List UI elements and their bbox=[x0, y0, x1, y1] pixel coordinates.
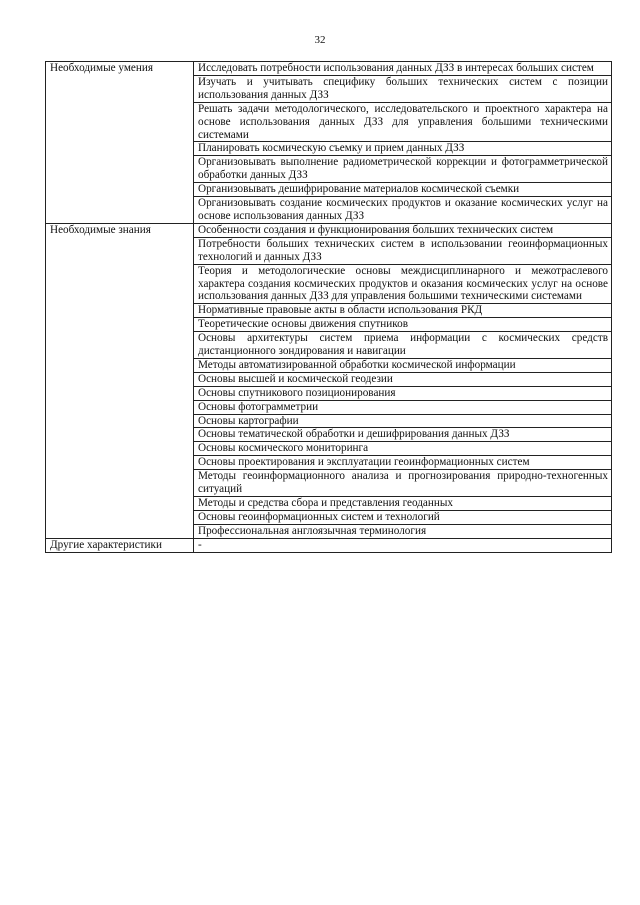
item-cell bbox=[194, 156, 612, 183]
item-text: Потребности больших технических систем в использовании геоинформационных технологий и данных ДЗЗ bbox=[198, 237, 608, 263]
item-cell bbox=[194, 456, 612, 470]
item-text: Организовывать дешифрирование материалов космической съемки bbox=[198, 183, 520, 196]
item-cell bbox=[194, 414, 612, 428]
item-text: Теоретические основы движения спутников bbox=[198, 318, 409, 331]
item-cell bbox=[194, 237, 612, 264]
item-cell bbox=[194, 183, 612, 197]
item-cell bbox=[194, 264, 612, 304]
item-text: Основы фотограмметрии bbox=[198, 400, 319, 413]
item-cell bbox=[194, 400, 612, 414]
table-row bbox=[46, 62, 612, 76]
table-row bbox=[46, 223, 612, 237]
item-cell bbox=[194, 386, 612, 400]
item-text: Исследовать потребности использования данных ДЗЗ в интересах больших систем bbox=[198, 62, 594, 74]
item-cell bbox=[194, 538, 612, 552]
item-text: Основы высшей и космической геодезии bbox=[198, 372, 393, 385]
item-text: Основы спутникового позиционирования bbox=[198, 386, 396, 399]
item-cell bbox=[194, 428, 612, 442]
item-text: Изучать и учитывать специфику больших технических систем с позиции использования данных ДЗЗ bbox=[198, 75, 608, 101]
table-body bbox=[46, 62, 612, 553]
item-text: Основы геоинформационных систем и технологий bbox=[198, 510, 440, 523]
item-text: Теория и методологические основы междисциплинарного и межотраслевого характера создания космических продуктов и оказания космических услуг на основе использования данных ДЗЗ для управления большими техническими системами bbox=[198, 264, 608, 303]
item-cell bbox=[194, 372, 612, 386]
item-text: Основы космического мониторинга bbox=[198, 442, 369, 455]
item-text: Основы проектирования и эксплуатации геоинформационных систем bbox=[198, 456, 530, 469]
item-cell bbox=[194, 510, 612, 524]
item-text: Организовывать выполнение радиометрической коррекции и фотограмметрической обработки данных ДЗЗ bbox=[198, 156, 608, 182]
item-text: Основы тематической обработки и дешифрирования данных ДЗЗ bbox=[198, 428, 510, 441]
item-cell bbox=[194, 358, 612, 372]
item-text: Профессиональная англоязычная терминология bbox=[198, 524, 427, 537]
characteristics-table bbox=[45, 61, 612, 553]
item-text: Особенности создания и функционирования больших технических систем bbox=[198, 223, 554, 236]
section-label: Другие характеристики bbox=[46, 538, 194, 552]
item-cell bbox=[194, 223, 612, 237]
item-cell bbox=[194, 318, 612, 332]
item-text: Основы архитектуры систем приема информации с космических средств дистанционного зондирования и навигации bbox=[198, 332, 608, 358]
item-cell bbox=[194, 102, 612, 142]
section-label: Необходимые умения bbox=[46, 62, 194, 224]
item-cell bbox=[194, 442, 612, 456]
item-text: Методы автоматизированной обработки космической информации bbox=[198, 358, 516, 371]
item-cell bbox=[194, 62, 612, 76]
item-text: Организовывать создание космических продуктов и оказание космических услуг на основе использования данных ДЗЗ bbox=[198, 197, 608, 222]
item-cell bbox=[194, 304, 612, 318]
page-number: 32 bbox=[314, 34, 326, 46]
table-row bbox=[46, 538, 612, 552]
item-cell bbox=[194, 470, 612, 497]
item-text: Методы геоинформационного анализа и прогнозирования природно-техногенных ситуаций bbox=[198, 470, 608, 496]
section-label: Необходимые знания bbox=[46, 223, 194, 538]
item-text: Планировать космическую съемку и прием данных ДЗЗ bbox=[198, 142, 465, 155]
item-cell bbox=[194, 142, 612, 156]
item-text: Нормативные правовые акты в области использования РКД bbox=[198, 304, 483, 317]
item-cell bbox=[194, 497, 612, 511]
item-text: Решать задачи методологического, исследовательского и проектного характера на основе использования данных ДЗЗ для управления большими техническими системами bbox=[198, 102, 608, 141]
item-cell bbox=[194, 75, 612, 102]
item-cell bbox=[194, 524, 612, 538]
item-text: - bbox=[198, 538, 202, 551]
item-cell bbox=[194, 332, 612, 359]
item-text: Методы и средства сбора и представления геоданных bbox=[198, 497, 453, 509]
item-cell bbox=[194, 197, 612, 224]
item-text: Основы картографии bbox=[198, 414, 299, 427]
